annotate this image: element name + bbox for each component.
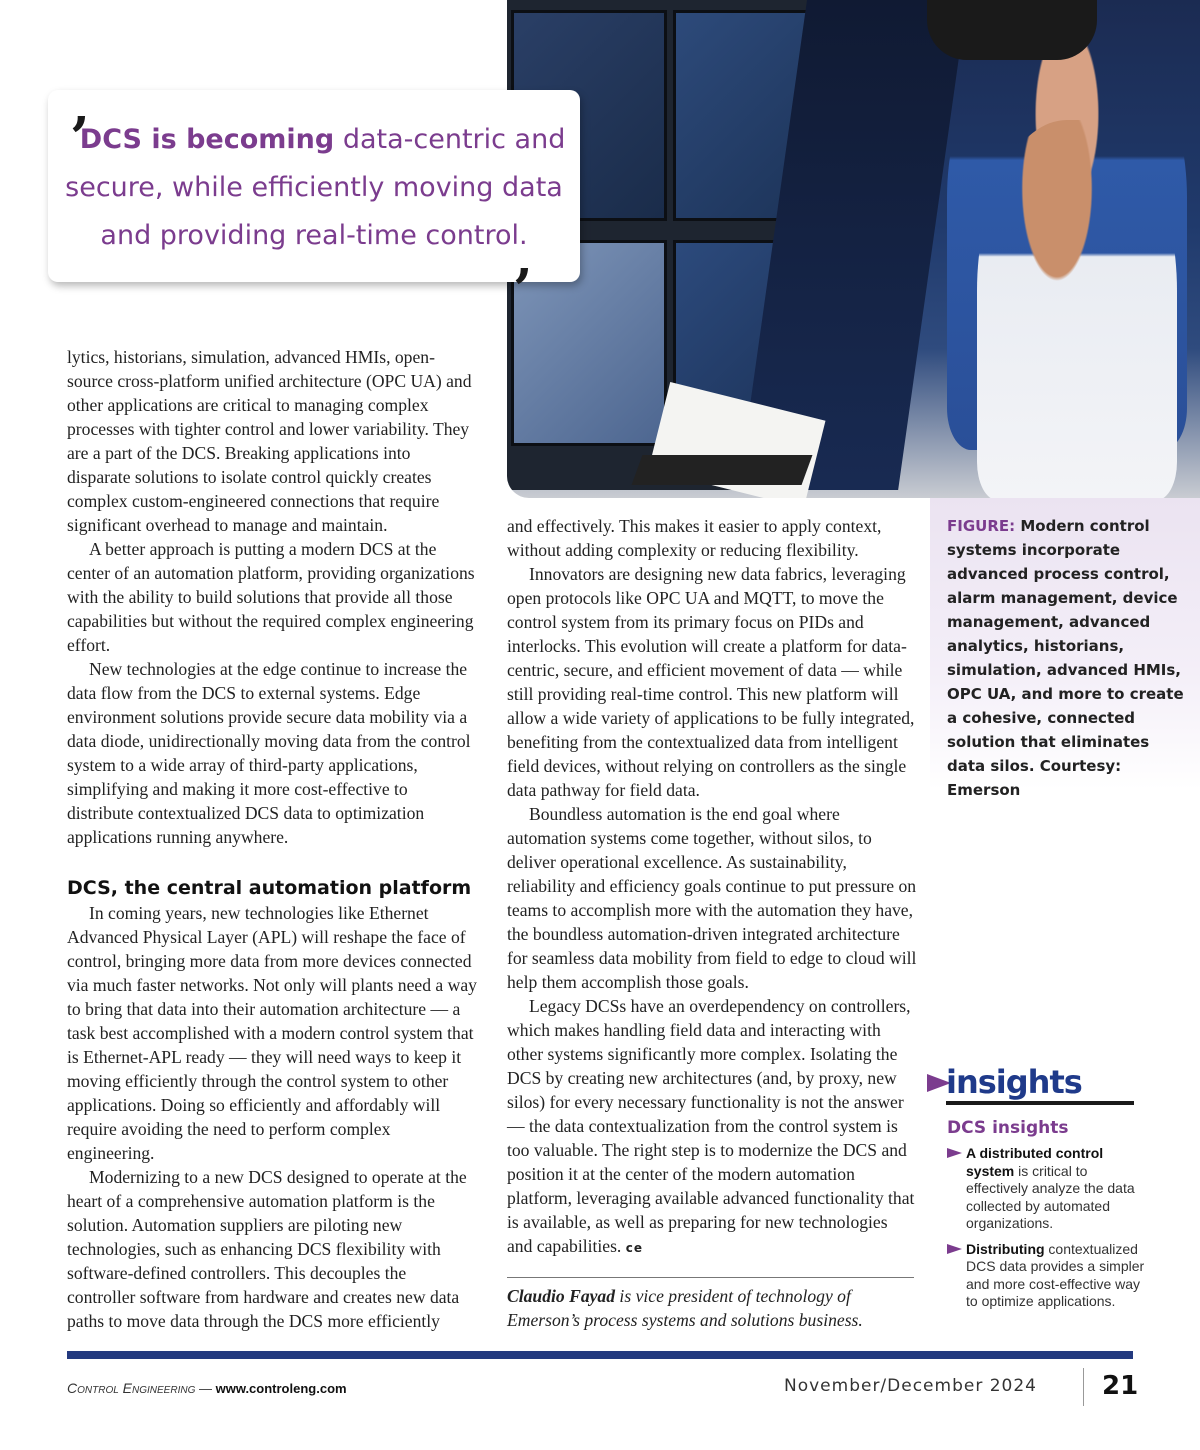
bullet-triangle-icon (947, 1148, 962, 1158)
insights-list (947, 1145, 1147, 1319)
insights-subtitle: DCS insights (947, 1118, 1069, 1138)
bullet-triangle-icon (947, 1244, 962, 1254)
figure-caption-text: Modern control systems incorporate advanced process control, alarm management, device management, advanced analytics, historians, simulation, advanced HMIs, OPC UA, and more to create a cohesive, connected solution that eliminates data silos. Courtesy: Emerson (947, 517, 1184, 799)
paragraph: New technologies at the edge continue to increase the data flow from the DCS to external systems. Edge environment solutions provide secure data mobility via a data diode, unidirectionally moving data from the control system to a wide array of third-party applications, simplifying and making it more cost-effective to distribute contextualized DCS data to optimization applications running anywhere. (67, 659, 471, 847)
author-name: Claudio Fayad (507, 1286, 616, 1306)
figure-label: FIGURE: (947, 517, 1016, 535)
publication-name: Control Engineering (67, 1380, 196, 1396)
paragraph: In coming years, new technologies like Ethernet Advanced Physical Layer (APL) will reshape the face of control, bringing more data from more devices connected via much faster networks. Not only will plants need a way to bring that data into their automation architecture — a task best accomplished with a modern control system that is Ethernet-APL ready — they will need ways to keep it moving efficiently through the control system to other applications. Doing so efficiently and affordably will require avoiding the need to perform complex engineering. (67, 903, 477, 1163)
paragraph: Innovators are designing new data fabrics, leveraging open protocols like OPC UA and MQTT, to move the control system from its primary focus on PIDs and interlocks. This evolution will create a platform for data-centric, secure, and efficient movement of data — while still providing real-time control. This new platform will allow a wide variety of applications to be fully integrated, benefiting from the contextualized data from intelligent field devices, without relying on controllers as the single data pathway for field data. (507, 564, 915, 800)
figure-caption (947, 514, 1192, 802)
keyboard (632, 455, 813, 485)
issue-date: November/December 2024 (784, 1376, 1037, 1396)
insights-item (947, 1241, 1147, 1311)
insights-item-bold: Distributing (966, 1240, 1045, 1257)
insights-item-text: is critical to effectively analyze the data collected by automated organizations. (966, 1162, 1135, 1231)
paragraph: lytics, historians, simulation, advanced HMIs, open-source cross-platform unified architecture (OPC UA) and other applications are critical to managing complex processes with tighter control and lower variability. They are a part of the DCS. Breaking applications into disparate solutions to isolate control quickly creates complex custom-engineered connections that require significant overhead to manage and maintain. (67, 347, 472, 535)
insights-item-bold: A distributed control system (966, 1145, 1104, 1179)
insights-rule (946, 1101, 1134, 1105)
pull-quote-bold: DCS is becoming (79, 124, 335, 155)
footer-separator: — (195, 1381, 216, 1396)
footer-divider (1083, 1368, 1084, 1406)
paragraph-text: Legacy DCSs have an overdependency on controllers, which makes handling field data and interacting with other systems significantly more complex. Isolating the DCS by creating new architectures (and, by proxy, new silos) for every necessary functionality is not the answer — the data contextualization from the control system is too valuable. The right step is to modernize the DCS and position it at the center of the modern automation platform, leveraging available advanced functionality that is available, as well as preparing for new technologies and capabilities. (507, 996, 915, 1256)
paragraph (507, 994, 917, 1260)
seated-operator (977, 120, 1177, 498)
pull-quote-text (48, 116, 580, 260)
close-quote-mark: ‚ (514, 225, 534, 291)
author-bio: is vice president of technology of Emerson’s process systems and solutions business. (507, 1286, 863, 1330)
column-left (67, 345, 477, 1333)
insights-title: insights (946, 1063, 1082, 1101)
paragraph: and effectively. This makes it easier to apply context, without adding complexity or reducing flexibility. (507, 516, 882, 560)
publication-url[interactable]: www.controleng.com (215, 1381, 347, 1396)
paragraph: A better approach is putting a modern DCS at the center of an automation platform, providing organizations with the ability to build solutions that provide all those capabilities but without the required complex engineering effort. (67, 539, 475, 655)
end-mark: ce (625, 1241, 643, 1255)
control-room-photo (507, 0, 1200, 498)
paragraph: Boundless automation is the end goal where automation systems come together, without silos, to deliver operational excellence. As sustainability, reliability and efficiency goals continue to put pressure on teams to accomplish more with the automation they have, the boundless automation-driven integrated architecture for seamless data mobility from field to edge to cloud will help them accomplish those goals. (507, 804, 917, 992)
operator-cap (927, 0, 1097, 60)
column-middle (507, 514, 917, 1260)
section-heading: DCS, the central automation platform (67, 877, 472, 899)
insights-item (947, 1145, 1147, 1233)
footer-publication (67, 1380, 347, 1397)
pull-quote (48, 90, 580, 291)
page-number: 21 (1102, 1371, 1139, 1401)
paragraph: Modernizing to a new DCS designed to operate at the heart of a comprehensive automation platform is the solution. Automation suppliers are piloting new technologies, such as enhancing DCS flexibility with software-defined controllers. This decouples the controller software from hardware and creates new data paths to move data through the DCS more efficiently (67, 1167, 467, 1331)
byline-divider (507, 1277, 914, 1278)
author-byline (507, 1284, 917, 1332)
footer-bar (67, 1351, 1133, 1359)
pull-quote-rest: data-centric and secure, while efficiently moving data and providing real-time control. (65, 124, 566, 251)
open-quote-mark: ’ (70, 105, 90, 171)
insights-item-text: contextualized DCS data provides a simpler and more cost-effective way to optimize applications. (966, 1240, 1145, 1309)
